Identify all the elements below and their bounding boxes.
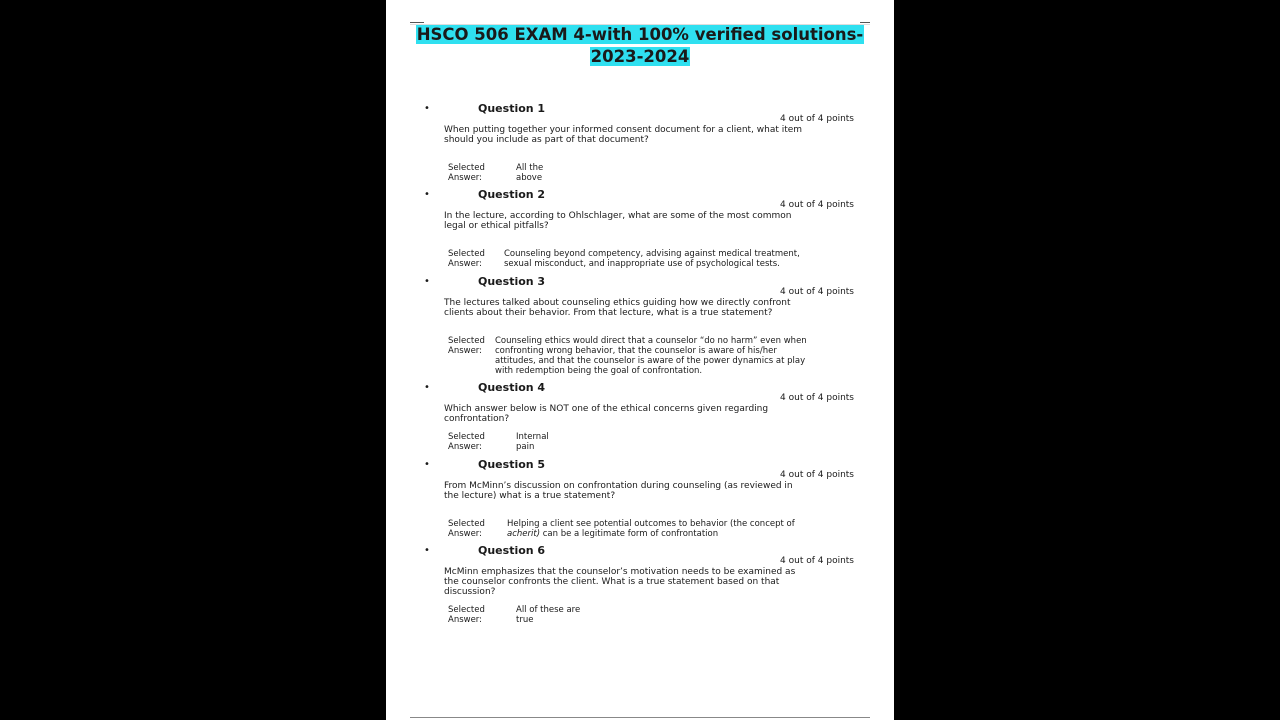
selected-answer-label: Selected Answer: — [448, 432, 485, 452]
question-title: Question 2 — [478, 188, 546, 201]
question-points: 4 out of 4 points — [780, 200, 854, 210]
question-text: The lectures talked about counseling ethics guiding how we directly confront clients about their behavior. From that lecture, what is a true statement? — [444, 298, 791, 318]
question-points: 4 out of 4 points — [780, 287, 854, 297]
bullet: • — [424, 276, 430, 287]
document-page — [386, 0, 894, 720]
question-title: Question 4 — [478, 381, 546, 394]
question-title: Question 1 — [478, 102, 546, 115]
question-points: 4 out of 4 points — [780, 556, 854, 566]
selected-answer-label: Selected Answer: — [448, 519, 485, 539]
bullet: • — [424, 459, 430, 470]
selected-answer-label: Selected Answer: — [448, 249, 485, 269]
document-title-line-2: 2023-2024 — [590, 47, 690, 66]
question-title: Question 3 — [478, 275, 546, 288]
selected-answer: Counseling beyond competency, advising against medical treatment, sexual misconduct, and inappropriate use of psychological tests. — [504, 249, 800, 269]
document-title — [386, 24, 894, 68]
bullet: • — [424, 103, 430, 114]
selected-answer: Helping a client see potential outcomes to behavior (the concept of acherit) can be a legitimate form of confrontation — [507, 519, 795, 539]
question-text: Which answer below is NOT one of the ethical concerns given regarding confrontation? — [444, 404, 769, 424]
selected-answer: Counseling ethics would direct that a counselor “do no harm” even when confronting wrong behavior, that the counselor is aware of his/her attitudes, and that the counselor is aware of the power dynamics at play with redemption being the goal of confrontation. — [495, 336, 807, 376]
question-points: 4 out of 4 points — [780, 470, 854, 480]
header-rule-right — [860, 22, 870, 23]
selected-answer-label: Selected Answer: — [448, 163, 485, 183]
bullet: • — [424, 382, 430, 393]
selected-answer: All the above — [516, 163, 544, 183]
header-rule-left — [410, 22, 424, 23]
question-text: From McMinn’s discussion on confrontation during counseling (as reviewed in the lecture) what is a true statement? — [444, 481, 793, 501]
footer-rule — [410, 717, 870, 718]
selected-answer: Internal pain — [516, 432, 549, 452]
question-title: Question 5 — [478, 458, 546, 471]
selected-answer-label: Selected Answer: — [448, 605, 485, 625]
question-text: When putting together your informed consent document for a client, what item should you include as part of that document? — [444, 125, 803, 145]
bullet: • — [424, 189, 430, 200]
question-points: 4 out of 4 points — [780, 393, 854, 403]
selected-answer-label: Selected Answer: — [448, 336, 485, 356]
question-title: Question 6 — [478, 544, 546, 557]
question-text: McMinn emphasizes that the counselor’s motivation needs to be examined as the counselor confronts the client. What is a true statement based on that discussion? — [444, 567, 796, 597]
question-text: In the lecture, according to Ohlschlager, what are some of the most common legal or ethical pitfalls? — [444, 211, 792, 231]
bullet: • — [424, 545, 430, 556]
question-points: 4 out of 4 points — [780, 114, 854, 124]
selected-answer: All of these are true — [516, 605, 581, 625]
document-title-line-1: HSCO 506 EXAM 4-with 100% verified solutions- — [416, 25, 864, 44]
